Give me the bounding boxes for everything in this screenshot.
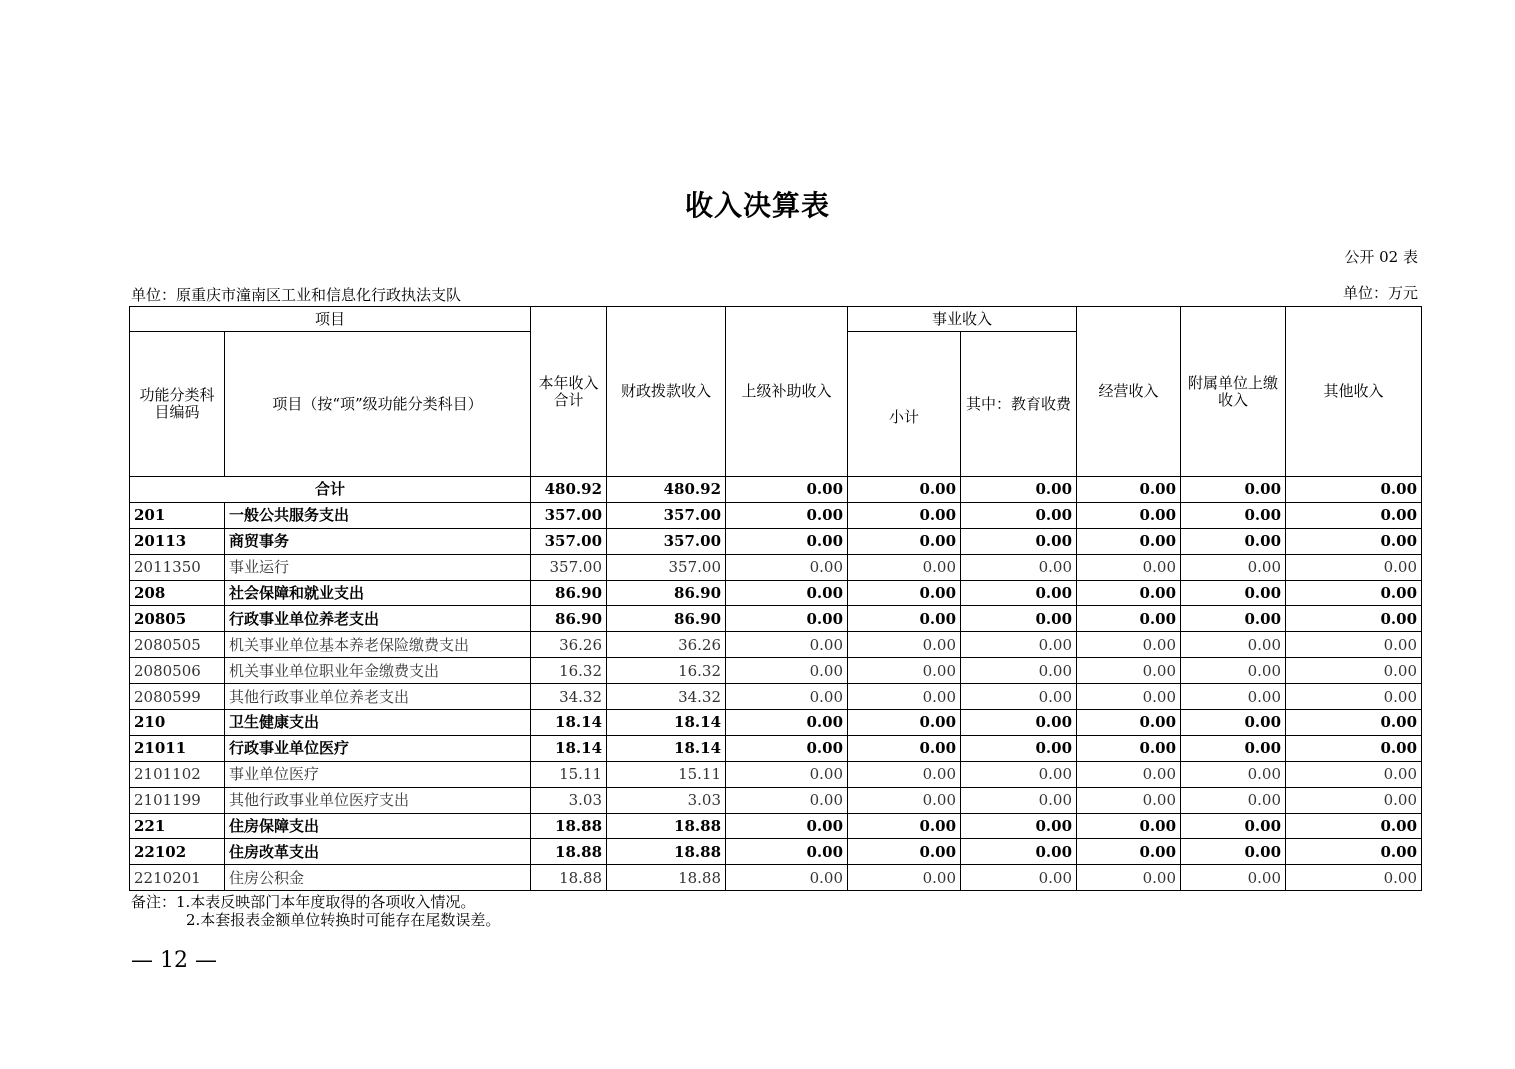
row-value: 0.00 [848, 502, 961, 528]
row-value: 0.00 [961, 528, 1077, 554]
row-value: 0.00 [961, 735, 1077, 761]
row-value: 0.00 [961, 606, 1077, 632]
row-value: 0.00 [961, 502, 1077, 528]
row-value: 0.00 [961, 813, 1077, 839]
row-value: 0.00 [961, 658, 1077, 684]
table-row [130, 528, 1422, 554]
row-value: 0.00 [848, 554, 961, 580]
row-value: 0.00 [1286, 761, 1422, 787]
table-row [130, 761, 1422, 787]
row-value: 0.00 [1077, 554, 1181, 580]
row-value: 0.00 [1181, 839, 1286, 865]
row-value: 0.00 [726, 710, 848, 736]
row-value: 3.03 [531, 787, 607, 813]
note-line-2: 2.本套报表金额单位转换时可能存在尾数误差。 [186, 911, 501, 929]
row-value: 0.00 [1286, 813, 1422, 839]
row-value: 18.14 [531, 735, 607, 761]
row-value: 0.00 [848, 839, 961, 865]
page-title: 收入决算表 [684, 189, 830, 222]
row-value: 357.00 [531, 528, 607, 554]
row-name: 社会保障和就业支出 [225, 580, 531, 606]
row-value: 0.00 [726, 502, 848, 528]
row-name: 机关事业单位基本养老保险缴费支出 [225, 632, 531, 658]
row-value: 0.00 [1286, 839, 1422, 865]
row-name: 行政事业单位医疗 [225, 735, 531, 761]
row-value: 18.88 [531, 813, 607, 839]
row-code: 210 [130, 710, 225, 736]
row-value: 0.00 [848, 787, 961, 813]
row-value: 0.00 [1181, 580, 1286, 606]
row-value: 18.88 [607, 839, 726, 865]
row-value: 0.00 [848, 684, 961, 710]
row-code: 20113 [130, 528, 225, 554]
row-value: 0.00 [726, 839, 848, 865]
row-value: 86.90 [607, 606, 726, 632]
row-value: 0.00 [1286, 632, 1422, 658]
table-row [130, 865, 1422, 891]
row-value: 0.00 [1077, 528, 1181, 554]
total-value: 480.92 [607, 477, 726, 503]
row-value: 0.00 [961, 632, 1077, 658]
row-value: 0.00 [726, 865, 848, 891]
row-value: 0.00 [726, 580, 848, 606]
row-value: 357.00 [531, 502, 607, 528]
header-project: 项目 [130, 307, 531, 332]
row-value: 86.90 [531, 580, 607, 606]
row-value: 0.00 [726, 684, 848, 710]
row-code: 2080506 [130, 658, 225, 684]
row-code: 2101102 [130, 761, 225, 787]
row-value: 0.00 [1077, 658, 1181, 684]
row-name: 住房改革支出 [225, 839, 531, 865]
row-value: 0.00 [1181, 787, 1286, 813]
reporting-unit: 单位：原重庆市潼南区工业和信息化行政执法支队 [131, 286, 462, 304]
row-value: 18.88 [531, 839, 607, 865]
row-value: 0.00 [848, 606, 961, 632]
table-row [130, 787, 1422, 813]
row-value: 0.00 [1286, 735, 1422, 761]
row-value: 34.32 [607, 684, 726, 710]
header-total: 本年收入合计 [531, 307, 607, 477]
row-value: 15.11 [607, 761, 726, 787]
row-value: 36.26 [531, 632, 607, 658]
total-value: 480.92 [531, 477, 607, 503]
row-value: 3.03 [607, 787, 726, 813]
row-name: 住房公积金 [225, 865, 531, 891]
row-code: 201 [130, 502, 225, 528]
row-value: 0.00 [961, 761, 1077, 787]
row-value: 0.00 [1286, 865, 1422, 891]
row-value: 18.88 [531, 865, 607, 891]
header-code: 功能分类科目编码 [130, 332, 225, 477]
income-statement-table [129, 306, 1422, 891]
row-code: 208 [130, 580, 225, 606]
row-code: 21011 [130, 735, 225, 761]
row-value: 86.90 [607, 580, 726, 606]
row-value: 0.00 [1077, 813, 1181, 839]
row-value: 15.11 [531, 761, 607, 787]
row-value: 357.00 [531, 554, 607, 580]
header-name: 项目（按“项”级功能分类科目） [225, 332, 531, 477]
header-superior: 上级补助收入 [726, 307, 848, 477]
table-row [130, 710, 1422, 736]
total-value: 0.00 [848, 477, 961, 503]
row-value: 357.00 [607, 528, 726, 554]
table-row [130, 684, 1422, 710]
table-row [130, 632, 1422, 658]
row-name: 卫生健康支出 [225, 710, 531, 736]
row-name: 事业单位医疗 [225, 761, 531, 787]
row-value: 0.00 [1181, 684, 1286, 710]
row-value: 34.32 [531, 684, 607, 710]
row-value: 0.00 [1077, 710, 1181, 736]
table-row [130, 502, 1422, 528]
total-value: 0.00 [1077, 477, 1181, 503]
table-row [130, 580, 1422, 606]
row-value: 0.00 [848, 658, 961, 684]
row-name: 商贸事务 [225, 528, 531, 554]
row-value: 0.00 [961, 710, 1077, 736]
row-code: 2101199 [130, 787, 225, 813]
row-value: 0.00 [848, 528, 961, 554]
row-value: 0.00 [726, 554, 848, 580]
row-value: 0.00 [726, 606, 848, 632]
header-subtotal: 小计 [848, 332, 961, 477]
row-value: 0.00 [1181, 606, 1286, 632]
row-value: 0.00 [1286, 658, 1422, 684]
row-value: 0.00 [1077, 787, 1181, 813]
row-value: 0.00 [848, 710, 961, 736]
row-value: 0.00 [726, 813, 848, 839]
row-value: 0.00 [726, 528, 848, 554]
header-other: 其他收入 [1286, 307, 1422, 477]
row-value: 0.00 [848, 632, 961, 658]
total-row [130, 477, 1422, 503]
total-value: 0.00 [1286, 477, 1422, 503]
row-value: 0.00 [1181, 761, 1286, 787]
row-value: 0.00 [726, 632, 848, 658]
row-value: 0.00 [1181, 865, 1286, 891]
table-row [130, 839, 1422, 865]
total-value: 0.00 [961, 477, 1077, 503]
row-value: 0.00 [1181, 710, 1286, 736]
row-value: 0.00 [1286, 580, 1422, 606]
row-value: 0.00 [1077, 502, 1181, 528]
row-value: 0.00 [961, 580, 1077, 606]
row-value: 18.14 [531, 710, 607, 736]
row-name: 其他行政事业单位养老支出 [225, 684, 531, 710]
note-line-1: 备注：1.本表反映部门本年度取得的各项收入情况。 [131, 893, 476, 911]
row-value: 36.26 [607, 632, 726, 658]
row-value: 0.00 [1181, 632, 1286, 658]
row-code: 2210201 [130, 865, 225, 891]
row-name: 事业运行 [225, 554, 531, 580]
row-value: 0.00 [1286, 710, 1422, 736]
table-row [130, 658, 1422, 684]
row-value: 0.00 [961, 554, 1077, 580]
row-value: 0.00 [1286, 684, 1422, 710]
row-value: 0.00 [1077, 839, 1181, 865]
row-value: 0.00 [1181, 813, 1286, 839]
row-value: 0.00 [1181, 735, 1286, 761]
header-business-income: 事业收入 [848, 307, 1077, 332]
row-value: 0.00 [1077, 606, 1181, 632]
row-value: 0.00 [848, 735, 961, 761]
row-value: 0.00 [848, 580, 961, 606]
header-edu: 其中：教育收费 [961, 332, 1077, 477]
row-code: 221 [130, 813, 225, 839]
row-value: 16.32 [531, 658, 607, 684]
total-label: 合计 [130, 477, 531, 503]
row-value: 0.00 [1077, 865, 1181, 891]
row-value: 18.14 [607, 735, 726, 761]
row-value: 0.00 [726, 658, 848, 684]
row-value: 0.00 [1181, 554, 1286, 580]
row-value: 357.00 [607, 502, 726, 528]
row-value: 0.00 [961, 839, 1077, 865]
row-value: 0.00 [726, 787, 848, 813]
row-value: 0.00 [1077, 735, 1181, 761]
row-value: 18.88 [607, 813, 726, 839]
row-value: 0.00 [1077, 684, 1181, 710]
row-value: 86.90 [531, 606, 607, 632]
table-row [130, 735, 1422, 761]
row-value: 0.00 [848, 813, 961, 839]
row-value: 0.00 [1181, 658, 1286, 684]
row-name: 行政事业单位养老支出 [225, 606, 531, 632]
row-value: 0.00 [848, 761, 961, 787]
header-affiliated: 附属单位上缴收入 [1181, 307, 1286, 477]
header-operating: 经营收入 [1077, 307, 1181, 477]
row-value: 0.00 [726, 735, 848, 761]
row-value: 0.00 [1077, 761, 1181, 787]
row-value: 0.00 [848, 865, 961, 891]
row-name: 机关事业单位职业年金缴费支出 [225, 658, 531, 684]
form-number: 公开 02 表 [1344, 248, 1418, 266]
total-value: 0.00 [726, 477, 848, 503]
page-number: — 12 — [131, 948, 217, 973]
row-value: 18.14 [607, 710, 726, 736]
row-value: 0.00 [1077, 580, 1181, 606]
table-row [130, 813, 1422, 839]
row-value: 0.00 [1286, 528, 1422, 554]
row-value: 357.00 [607, 554, 726, 580]
row-value: 0.00 [726, 761, 848, 787]
row-value: 0.00 [1077, 632, 1181, 658]
row-code: 2080599 [130, 684, 225, 710]
row-code: 20805 [130, 606, 225, 632]
row-value: 0.00 [961, 865, 1077, 891]
row-value: 18.88 [607, 865, 726, 891]
row-value: 0.00 [1286, 606, 1422, 632]
currency-unit: 单位：万元 [1342, 284, 1418, 302]
row-value: 0.00 [961, 787, 1077, 813]
row-code: 2011350 [130, 554, 225, 580]
row-name: 一般公共服务支出 [225, 502, 531, 528]
row-code: 2080505 [130, 632, 225, 658]
row-value: 0.00 [961, 684, 1077, 710]
table-row [130, 606, 1422, 632]
row-value: 16.32 [607, 658, 726, 684]
row-name: 其他行政事业单位医疗支出 [225, 787, 531, 813]
total-value: 0.00 [1181, 477, 1286, 503]
row-value: 0.00 [1181, 502, 1286, 528]
row-value: 0.00 [1286, 787, 1422, 813]
row-value: 0.00 [1286, 554, 1422, 580]
row-value: 0.00 [1181, 528, 1286, 554]
notes [131, 893, 500, 929]
row-code: 22102 [130, 839, 225, 865]
table-row [130, 554, 1422, 580]
row-value: 0.00 [1286, 502, 1422, 528]
header-fiscal: 财政拨款收入 [607, 307, 726, 477]
row-name: 住房保障支出 [225, 813, 531, 839]
